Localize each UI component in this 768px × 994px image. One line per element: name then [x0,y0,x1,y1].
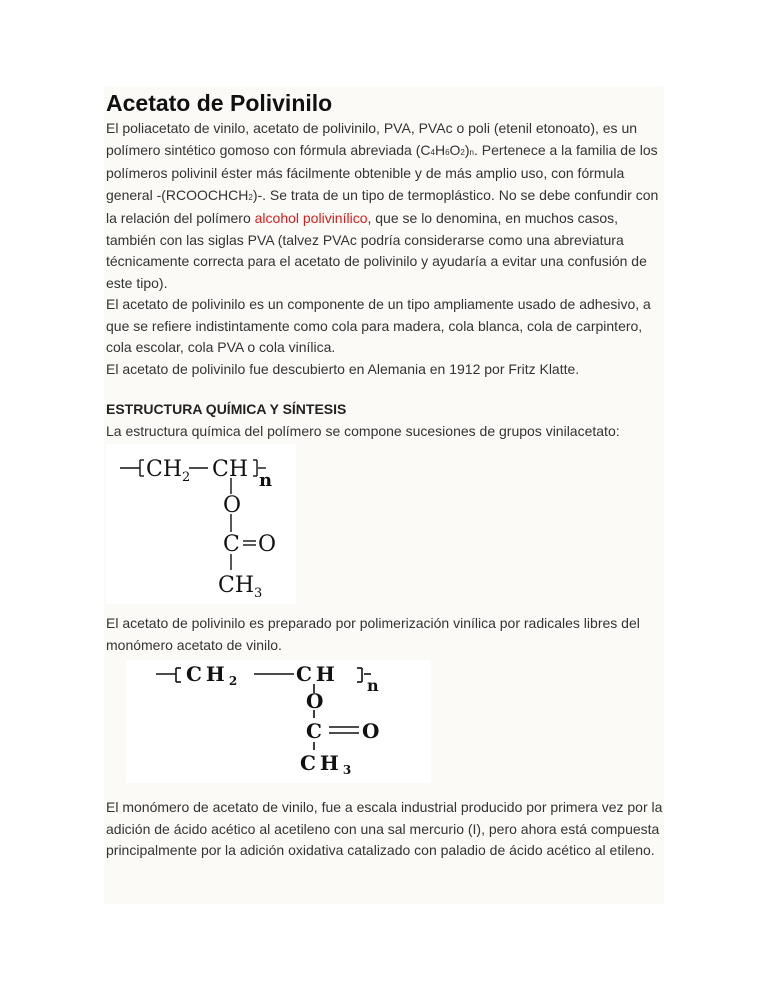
structure-paragraph: La estructura química del polímero se compone sucesiones de grupos vinilacetato: [106,422,620,439]
discovery-paragraph: El acetato de polivinilo fue descubierto en Alemania en 1912 por Fritz Klatte. [106,360,580,377]
n-label: n [259,470,273,491]
subscript-4: 4 [430,147,435,157]
document-body [106,88,664,862]
monomer-oxygen-label: O [306,689,324,713]
ch-label: CH [212,457,249,482]
oxygen-label: O [223,493,242,518]
intro-text-3: O [449,141,461,158]
intro-text-7: , que se lo denomina, en muchos casos, también con las siglas PVA (talvez PVAc podría considerarse como una abreviatura técnicamente correcta para el acetato de polivinilo y ayudaría a evitar una confusión de este tipo). [106,210,647,291]
monomer-carbonyl-oxygen-label: O [362,719,380,743]
ch2-label: $CH_2$ [146,457,191,485]
intro-text-1: El poliacetato de vinilo, acetato de polivinilo, PVA, PVAc o poli (etenil etonoato), es un polímero sintético gomoso con fórmula abreviada (C [106,120,638,158]
intro-text-2: H [434,141,446,158]
carbon-label: C [223,532,240,557]
subscript-6: 6 [445,147,450,157]
intro-text-5: . Pertenece a la familia de los polímeros polivinil éster más fácilmente obtenible y de más amplio uso, con fórmula general -(RCOOCHCH [106,141,658,203]
carbonyl-oxygen-label: O [258,532,277,557]
vinyl-acetate-monomer-figure [126,660,431,783]
intro-paragraph [106,118,664,294]
intro-text-4: ) [464,141,470,158]
monomer-ch-label: CH [296,662,339,686]
ch3-label: $CH_3$ [218,573,263,601]
section-heading: ESTRUCTURA QUÍMICA Y SÍNTESIS [106,401,347,417]
subscript-2: 2 [460,147,465,157]
monomer-ch3-label: $CH_3$ [300,751,356,777]
monomer-production-paragraph: El monómero de acetato de vinilo, fue a escala industrial producido por primera vez por la adición de ácido acético al acetileno con una sal mercurio (I), pero ahora está compuesta principalmente por la adición oxidativa catalizado con paladio de ácido acético al etileno. [106,799,663,858]
polymerization-paragraph: El acetato de polivinilo es preparado por polimerización vinílica por radicales libres del monómero acetato de vinilo. [106,615,640,653]
monomer-ch2-label: $CH_2$ [186,662,242,688]
document-title: Acetato de Polivinilo [106,90,333,116]
alcohol-polivinilico-link[interactable]: alcohol polivinílico [254,210,368,226]
monomer-carbon-label: C [306,719,322,743]
intro-text-6: )-. Se trata de un tipo de termoplástico. No se debe confundir con la relación del polímero [106,186,659,226]
vinyl-acetate-structure-figure [106,444,296,604]
adhesive-paragraph: El acetato de polivinilo es un componente de un tipo ampliamente usado de adhesivo, a que se refiere indistintamente como cola para madera, cola blanca, cola de carpintero, cola escolar, cola PVA o cola vinílica. [106,296,651,355]
subscript-n: n [469,147,474,157]
subscript-2b: 2 [248,192,253,202]
monomer-n-label: n [367,676,379,695]
